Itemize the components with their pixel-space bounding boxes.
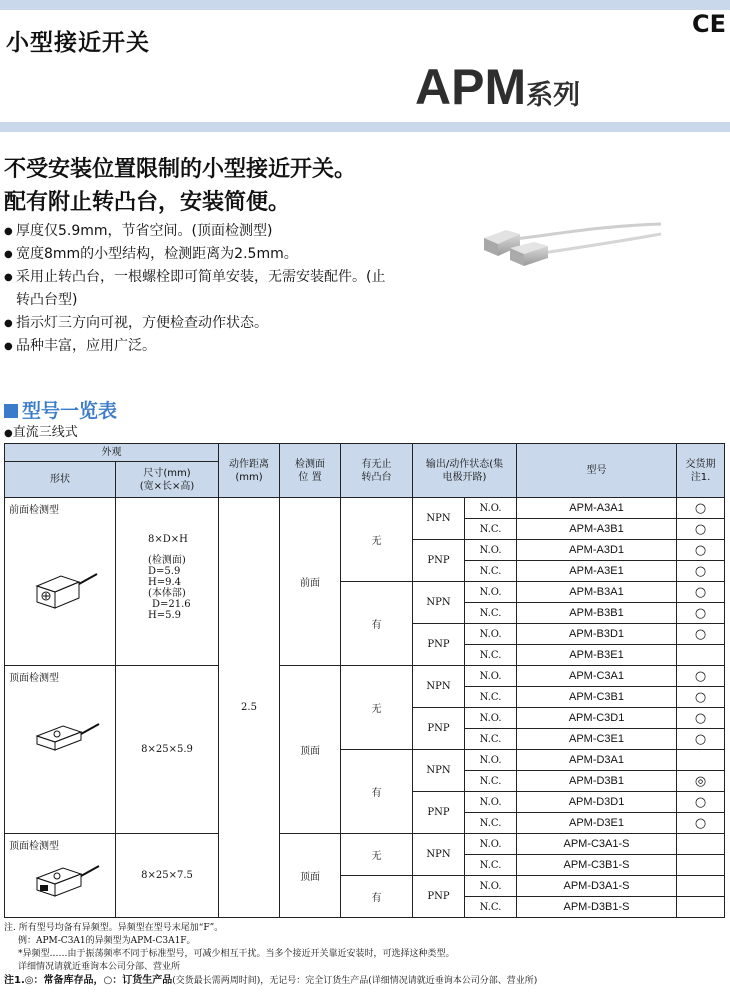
delivery-mark: ○ xyxy=(677,519,725,540)
output-state: N.O. xyxy=(465,876,517,897)
dim-line: D=5.9 xyxy=(148,566,181,577)
note-legend: 注1.◎：常备库存品，○：订货生产品 xyxy=(4,975,173,986)
boss-cell: 有 xyxy=(341,876,413,918)
output-type: NPN xyxy=(413,834,465,876)
size-cell: 8×25×7.5 xyxy=(116,834,219,918)
delivery-mark: ○ xyxy=(677,540,725,561)
model-code: APM-D3A1 xyxy=(517,750,677,771)
delivery-mark: ○ xyxy=(677,813,725,834)
model-code: APM-B3A1 xyxy=(517,582,677,603)
output-type: PNP xyxy=(413,708,465,750)
square-bullet-icon xyxy=(4,404,18,418)
output-state: N.C. xyxy=(465,855,517,876)
model-code: APM-D3E1 xyxy=(517,813,677,834)
output-state: N.O. xyxy=(465,624,517,645)
header-output: 输出/动作状态(集 电极开路) xyxy=(413,444,517,498)
delivery-mark xyxy=(677,855,725,876)
boss-cell: 有 xyxy=(341,582,413,666)
model-code: APM-A3D1 xyxy=(517,540,677,561)
output-state: N.C. xyxy=(465,729,517,750)
output-state: N.O. xyxy=(465,498,517,519)
dim-line: D=21.6 xyxy=(152,599,191,610)
subtype-label: ● 直流三线式 xyxy=(4,421,78,440)
model-code: APM-D3A1-S xyxy=(517,876,677,897)
header-appearance: 外观 xyxy=(5,444,219,462)
delivery-mark: ○ xyxy=(677,498,725,519)
boss-cell: 有 xyxy=(341,750,413,834)
series-name: APM xyxy=(415,59,527,115)
notes xyxy=(4,922,726,988)
model-code: APM-B3E1 xyxy=(517,645,677,666)
feature-item: ● 宽度8mm的小型结构，检测距离为2.5mm。 xyxy=(4,243,399,266)
delivery-mark: ○ xyxy=(677,603,725,624)
ce-mark: CE xyxy=(691,10,726,38)
size-value: 8×D×H xyxy=(148,534,188,545)
headline-line-2: 配有附止转凸台，安装简便。 xyxy=(4,189,291,215)
model-code: APM-C3D1 xyxy=(517,708,677,729)
model-code: APM-A3B1 xyxy=(517,519,677,540)
output-type: NPN xyxy=(413,582,465,624)
section-title: 型号一览表 xyxy=(4,396,117,423)
face-cell: 顶面 xyxy=(280,666,341,834)
header-delivery: 交货期 注1. xyxy=(677,444,725,498)
model-code: APM-C3A1-S xyxy=(517,834,677,855)
feature-list xyxy=(4,220,399,358)
output-state: N.C. xyxy=(465,687,517,708)
sensor-boss-icon xyxy=(27,850,107,905)
output-type: PNP xyxy=(413,540,465,582)
model-code: APM-D3B1 xyxy=(517,771,677,792)
dim-line: H=5.9 xyxy=(148,610,182,621)
output-type: PNP xyxy=(413,876,465,918)
header-face: 检测面 位 置 xyxy=(280,444,341,498)
delivery-mark: ○ xyxy=(677,729,725,750)
model-code: APM-C3E1 xyxy=(517,729,677,750)
output-state: N.C. xyxy=(465,561,517,582)
series-suffix: 系列 xyxy=(526,80,581,111)
headline-line-1: 不受安装位置限制的小型接近开关。 xyxy=(4,156,357,182)
model-code: APM-C3B1-S xyxy=(517,855,677,876)
header-size: 尺寸(mm) (宽×长×高) xyxy=(116,462,219,498)
type-cell-top: 顶面检测型 xyxy=(5,666,116,834)
feature-item: ● 指示灯三方向可视，方便检查动作状态。 xyxy=(4,312,399,335)
delivery-mark xyxy=(677,645,725,666)
boss-cell: 无 xyxy=(341,666,413,750)
boss-cell: 无 xyxy=(341,834,413,876)
model-table xyxy=(4,443,725,918)
note-line: 例：APM-C3A1的异频型为APM-C3A1F。 xyxy=(18,936,196,946)
size-cell xyxy=(116,498,219,666)
delivery-mark xyxy=(677,897,725,918)
delivery-mark: ○ xyxy=(677,582,725,603)
output-state: N.C. xyxy=(465,645,517,666)
output-state: N.C. xyxy=(465,771,517,792)
output-type: PNP xyxy=(413,792,465,834)
product-photo xyxy=(476,208,666,278)
model-code: APM-C3A1 xyxy=(517,666,677,687)
output-type: NPN xyxy=(413,498,465,540)
page-title: 小型接近开关 xyxy=(6,30,150,56)
output-type: NPN xyxy=(413,666,465,708)
series-title xyxy=(415,58,580,116)
output-type: NPN xyxy=(413,750,465,792)
output-state: N.O. xyxy=(465,708,517,729)
top-band xyxy=(0,0,730,10)
delivery-mark xyxy=(677,834,725,855)
dim-line: H=9.4 xyxy=(148,577,182,588)
feature-item: ● 采用止转凸台，一根螺栓即可简单安装，无需安装配件。(止转凸台型) xyxy=(4,266,399,312)
output-state: N.O. xyxy=(465,666,517,687)
delivery-mark: ○ xyxy=(677,792,725,813)
type-cell-front: 前面检测型 xyxy=(5,498,116,666)
boss-cell: 无 xyxy=(341,498,413,582)
divider-band xyxy=(0,122,730,132)
header-shape: 形状 xyxy=(5,462,116,498)
note-line: 注. 所有型号均备有异频型。异频型在型号末尾加“F”。 xyxy=(4,923,224,933)
face-cell: 顶面 xyxy=(280,834,341,918)
type-cell-top-boss: 顶面检测型 xyxy=(5,834,116,918)
header-boss: 有无止 转凸台 xyxy=(341,444,413,498)
model-code: APM-B3D1 xyxy=(517,624,677,645)
delivery-mark: ○ xyxy=(677,561,725,582)
output-state: N.C. xyxy=(465,813,517,834)
note-legend-rest: (交货最长需两周时间)，无记号：完全订货生产品(详细情况请就近垂询本公司分部、营业所) xyxy=(172,976,538,986)
delivery-mark: ○ xyxy=(677,666,725,687)
feature-item: ● 品种丰富，应用广泛。 xyxy=(4,335,399,358)
output-state: N.O. xyxy=(465,582,517,603)
delivery-mark: ○ xyxy=(677,624,725,645)
header-model: 型号 xyxy=(517,444,677,498)
model-code: APM-A3A1 xyxy=(517,498,677,519)
header-distance: 动作距离 (mm) xyxy=(219,444,280,498)
delivery-mark xyxy=(677,750,725,771)
delivery-mark: ◎ xyxy=(677,771,725,792)
table-row xyxy=(5,498,725,519)
output-state: N.C. xyxy=(465,897,517,918)
delivery-mark: ○ xyxy=(677,708,725,729)
model-code: APM-B3B1 xyxy=(517,603,677,624)
size-cell: 8×25×5.9 xyxy=(116,666,219,834)
output-state: N.O. xyxy=(465,750,517,771)
model-code: APM-C3B1 xyxy=(517,687,677,708)
model-code: APM-D3D1 xyxy=(517,792,677,813)
output-state: N.O. xyxy=(465,792,517,813)
output-state: N.C. xyxy=(465,519,517,540)
output-type: PNP xyxy=(413,624,465,666)
sensor-top-icon xyxy=(27,706,107,766)
feature-item: ● 厚度仅5.9mm，节省空间。(顶面检测型) xyxy=(4,220,399,243)
dim-line: (本体部) xyxy=(148,588,186,599)
note-line: *异频型……由于振荡频率不同于标准型号，可减少相互干扰。当多个接近开关靠近安装时，可选择这种类型。 xyxy=(18,949,455,959)
note-line: 详细情况请就近垂询本公司分部、营业所 xyxy=(18,962,181,972)
model-code: APM-A3E1 xyxy=(517,561,677,582)
delivery-mark xyxy=(677,876,725,897)
distance-cell: 2.5 xyxy=(219,498,280,918)
table-row xyxy=(5,666,725,687)
output-state: N.O. xyxy=(465,834,517,855)
table-row xyxy=(5,834,725,855)
sensor-front-icon xyxy=(27,558,107,628)
delivery-mark: ○ xyxy=(677,687,725,708)
output-state: N.O. xyxy=(465,540,517,561)
note-line xyxy=(4,974,726,988)
dim-line: (检测面) xyxy=(148,555,186,566)
face-cell: 前面 xyxy=(280,498,341,666)
model-code: APM-D3B1-S xyxy=(517,897,677,918)
output-state: N.C. xyxy=(465,603,517,624)
